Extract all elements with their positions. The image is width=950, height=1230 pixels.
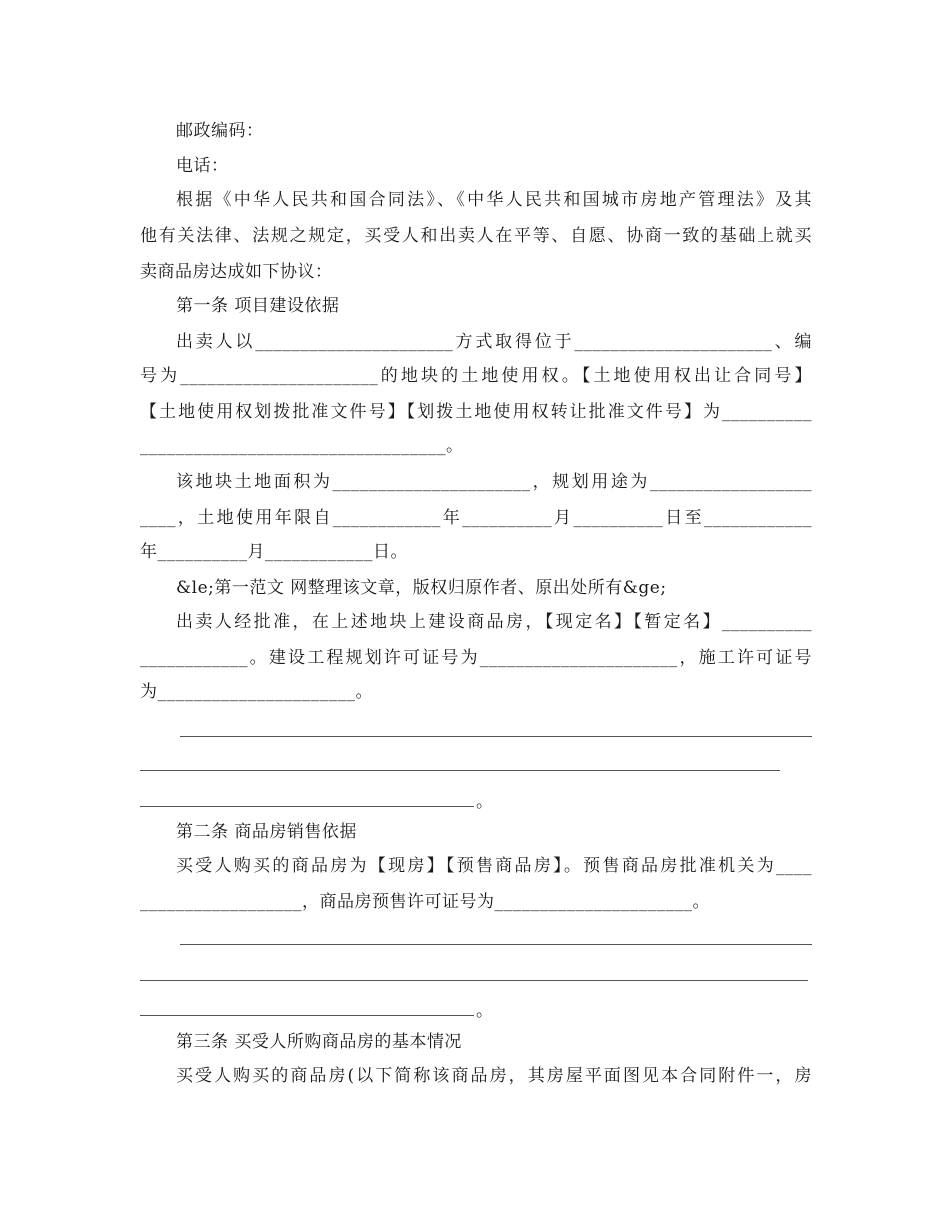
article-3-line-1: 买受人购买的商品房(以下简称该商品房，其房屋平面图见本合同附件一，房 [176, 1066, 812, 1086]
land-area-line-2: ____，土地使用年限自____________年__________月__________日至____________ [140, 508, 812, 528]
article-1-line-1: 出卖人以______________________方式取得位于______________________、编 [176, 332, 812, 352]
preamble-line-1: 根据《中华人民共和国合同法》、《中华人民共和国城市房地产管理法》及其 [176, 190, 812, 210]
blank-rule [140, 806, 474, 807]
blank-end-mark: 。 [476, 792, 494, 812]
blank-rule [140, 770, 780, 771]
source-note: &le;第一范文 网整理该文章，版权归原作者、原出处所有&ge; [176, 578, 667, 598]
postcode-line: 邮政编码： [176, 121, 264, 141]
preamble-line-3: 卖商品房达成如下协议： [140, 262, 333, 282]
article-1-line-3: 【土地使用权划拨批准文件号】【划拨土地使用权转让批准文件号】为__________ [140, 402, 812, 422]
blank-rule [140, 980, 808, 981]
blank-rule [180, 736, 812, 737]
land-area-line-3: 年__________月____________日。 [140, 542, 408, 562]
blank-end-mark: 。 [476, 1001, 494, 1021]
land-area-line-1: 该地块土地面积为______________________，规划用途为__________________ [176, 472, 812, 492]
building-line-1: 出卖人经批准，在上述地块上建设商品房，【现定名】【暂定名】__________ [176, 612, 812, 632]
preamble-line-2: 他有关法律、法规之规定，买受人和出卖人在平等、自愿、协商一致的基础上就买 [140, 226, 812, 246]
article-1-heading: 第一条 项目建设依据 [176, 296, 340, 316]
building-line-2: ____________。建设工程规划许可证号为______________________，施工许可证号 [140, 648, 812, 668]
article-2-heading: 第二条 商品房销售依据 [176, 822, 357, 842]
article-2-line-2: __________________，商品房预售许可证号为______________________。 [140, 892, 710, 912]
blank-rule [140, 1015, 474, 1016]
blank-rule [180, 944, 812, 945]
building-line-3: 为______________________。 [140, 682, 373, 702]
article-1-line-4: __________________________________。 [140, 436, 464, 456]
article-2-line-1: 买受人购买的商品房为【现房】【预售商品房】。预售商品房批准机关为____ [176, 856, 812, 876]
article-3-heading: 第三条 买受人所购商品房的基本情况 [176, 1032, 462, 1052]
phone-line: 电话： [176, 156, 229, 176]
article-1-line-2: 号为______________________的地块的土地使用权。【土地使用权出让合同号】 [140, 366, 812, 386]
